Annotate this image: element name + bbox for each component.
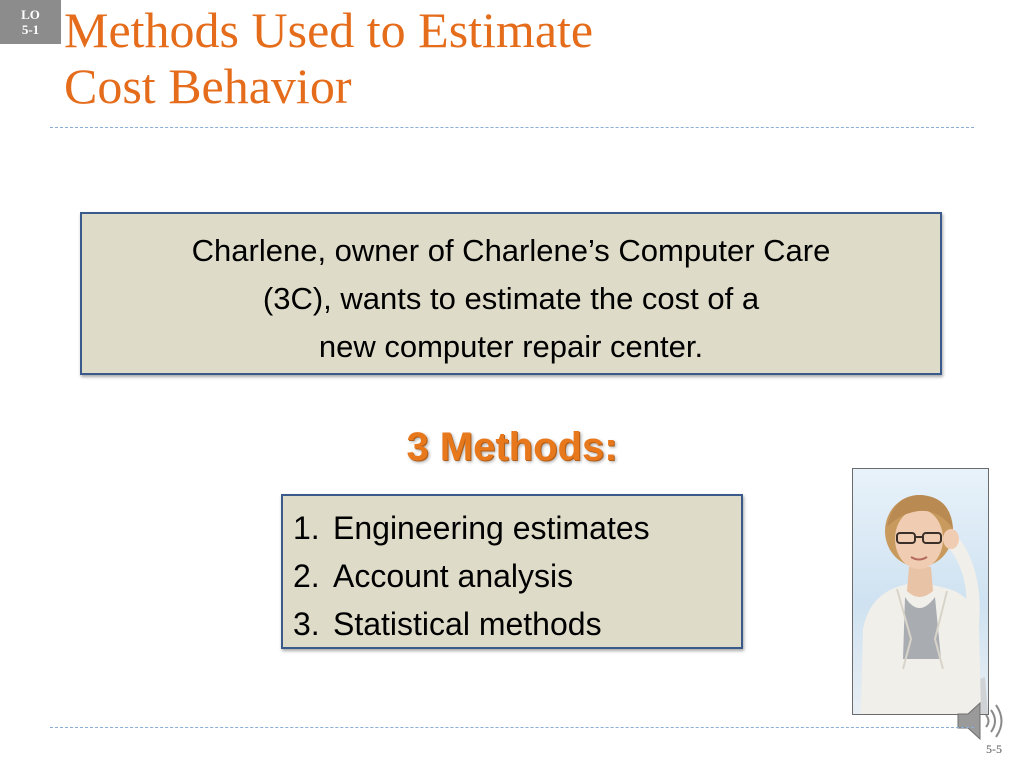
- badge-line-2: 5-1: [21, 22, 40, 37]
- scenario-line-2: (3C), wants to estimate the cost of a: [262, 281, 760, 316]
- footer-divider: [50, 727, 974, 728]
- slide-number: 5-5: [986, 742, 1002, 756]
- slide-title: [64, 2, 964, 114]
- title-line-2: Cost Behavior: [64, 58, 352, 114]
- title-line-1: Methods Used to Estimate: [64, 2, 594, 58]
- scenario-line-3: new computer repair center.: [318, 329, 704, 364]
- learning-objective-badge: [0, 0, 61, 44]
- scenario-box: [80, 212, 942, 375]
- list-item-number: 2.: [293, 558, 320, 594]
- list-item-number: 1.: [293, 510, 320, 546]
- businesswoman-illustration: [853, 469, 988, 714]
- list-item-label: Account analysis: [333, 558, 574, 594]
- list-item-label: Engineering estimates: [333, 510, 650, 546]
- audio-speaker-icon[interactable]: [954, 698, 1009, 744]
- title-divider: [50, 127, 974, 128]
- scenario-line-1: Charlene, owner of Charlene’s Computer Care: [191, 233, 831, 268]
- list-item: [293, 600, 741, 648]
- badge-line-1: LO: [21, 7, 40, 22]
- list-item: [293, 552, 741, 600]
- list-item: [293, 504, 741, 552]
- list-item-label: Statistical methods: [333, 606, 602, 642]
- businesswoman-photo: [852, 468, 989, 715]
- list-item-number: 3.: [293, 606, 320, 642]
- methods-list: [281, 494, 743, 649]
- methods-heading: 3 Methods:: [406, 425, 618, 469]
